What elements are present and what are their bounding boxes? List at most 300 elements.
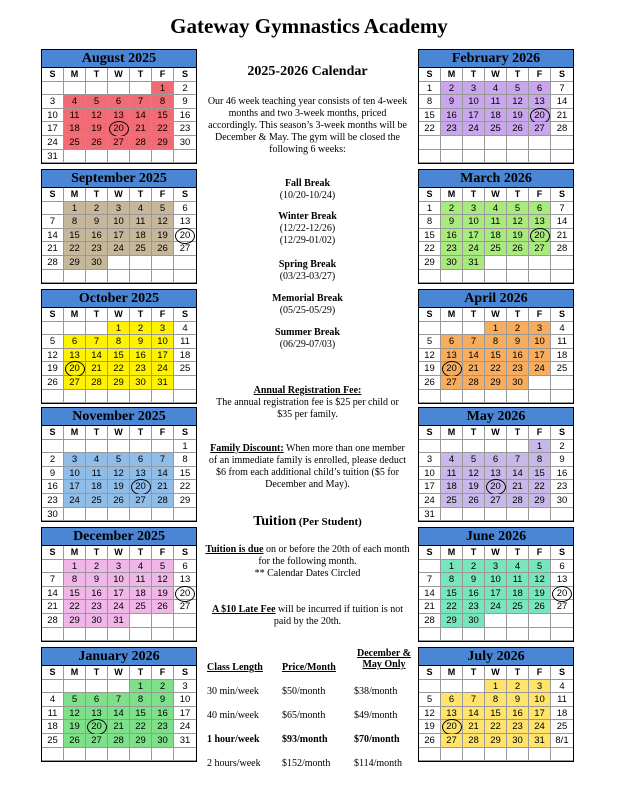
date-cell: 5 bbox=[507, 82, 529, 96]
date-cell: 27 bbox=[174, 600, 196, 614]
date-cell: 30 bbox=[130, 376, 152, 390]
date-cell: 9 bbox=[507, 693, 529, 707]
date-cell: 14 bbox=[130, 109, 152, 123]
date-cell: 28 bbox=[86, 376, 108, 390]
day-header: F bbox=[529, 426, 551, 440]
date-cell: 15 bbox=[529, 467, 551, 481]
date-cell: 19 bbox=[529, 587, 551, 601]
date-cell bbox=[507, 508, 529, 522]
price-table-cell: $70/month bbox=[354, 734, 400, 745]
date-cell: 16 bbox=[441, 109, 463, 123]
date-cell: 25 bbox=[64, 136, 86, 150]
day-header: S bbox=[419, 68, 441, 82]
date-cell: 20 bbox=[174, 229, 196, 243]
date-cell: 28 bbox=[551, 122, 573, 136]
date-cell: 20 bbox=[551, 587, 573, 601]
date-cell: 8 bbox=[64, 215, 86, 229]
date-cell bbox=[152, 508, 174, 522]
date-cell bbox=[419, 680, 441, 694]
date-cell: 14 bbox=[463, 349, 485, 363]
date-cell: 19 bbox=[42, 362, 64, 376]
date-cell: 4 bbox=[485, 202, 507, 216]
day-header: T bbox=[86, 666, 108, 680]
date-cell: 18 bbox=[86, 480, 108, 494]
date-cell: 24 bbox=[108, 600, 130, 614]
date-cell: 21 bbox=[42, 600, 64, 614]
date-cell bbox=[108, 82, 130, 96]
date-cell: 20 bbox=[174, 587, 196, 601]
date-cell: 21 bbox=[507, 480, 529, 494]
day-header: T bbox=[463, 68, 485, 82]
date-cell bbox=[485, 614, 507, 628]
date-cell: 13 bbox=[64, 349, 86, 363]
date-cell bbox=[485, 270, 507, 284]
date-cell bbox=[441, 628, 463, 642]
date-cell: 17 bbox=[529, 349, 551, 363]
date-cell: 11 bbox=[42, 707, 64, 721]
date-cell: 23 bbox=[463, 600, 485, 614]
date-cell bbox=[42, 322, 64, 336]
date-cell bbox=[130, 82, 152, 96]
date-cell: 5 bbox=[152, 202, 174, 216]
date-cell: 17 bbox=[174, 707, 196, 721]
date-cell: 9 bbox=[441, 95, 463, 109]
date-cell: 19 bbox=[507, 109, 529, 123]
date-cell: 8 bbox=[174, 453, 196, 467]
date-cell: 4 bbox=[551, 680, 573, 694]
date-cell: 27 bbox=[441, 376, 463, 390]
month-title: December 2025 bbox=[42, 528, 196, 546]
date-cell bbox=[485, 440, 507, 454]
date-cell: 30 bbox=[42, 508, 64, 522]
date-cell: 1 bbox=[419, 82, 441, 96]
date-cell: 15 bbox=[419, 229, 441, 243]
date-cell: 27 bbox=[529, 242, 551, 256]
date-cell bbox=[152, 390, 174, 404]
date-cell: 7 bbox=[551, 82, 573, 96]
date-cell: 29 bbox=[485, 734, 507, 748]
day-header: S bbox=[419, 546, 441, 560]
date-cell bbox=[507, 256, 529, 270]
date-cell: 5 bbox=[419, 693, 441, 707]
date-cell: 4 bbox=[64, 95, 86, 109]
date-cell bbox=[108, 256, 130, 270]
date-cell: 24 bbox=[174, 720, 196, 734]
date-cell: 3 bbox=[108, 202, 130, 216]
date-cell bbox=[64, 508, 86, 522]
month-title: September 2025 bbox=[42, 170, 196, 188]
date-cell: 6 bbox=[529, 82, 551, 96]
date-cell: 8 bbox=[529, 453, 551, 467]
break-dates: (12/22-12/26) (12/29-01/02) bbox=[279, 223, 336, 246]
discount-text: When more than one member of an immediate family is enrolled, please deduct $6 from each additional child’s tuition ($5 for December and May). bbox=[208, 443, 407, 490]
date-cell: 20 bbox=[485, 480, 507, 494]
date-cell: 6 bbox=[485, 453, 507, 467]
date-cell bbox=[441, 748, 463, 762]
date-cell bbox=[42, 628, 64, 642]
date-cell: 18 bbox=[507, 587, 529, 601]
date-cell bbox=[64, 440, 86, 454]
date-cell bbox=[529, 376, 551, 390]
date-cell: 24 bbox=[152, 362, 174, 376]
date-cell: 17 bbox=[108, 587, 130, 601]
date-cell: 3 bbox=[463, 202, 485, 216]
day-header: T bbox=[130, 68, 152, 82]
date-cell: 9 bbox=[441, 215, 463, 229]
date-cell: 16 bbox=[441, 229, 463, 243]
date-cell: 6 bbox=[174, 560, 196, 574]
date-cell bbox=[64, 322, 86, 336]
day-header: T bbox=[463, 308, 485, 322]
price-table-cell: $114/month bbox=[354, 758, 402, 769]
date-cell: 16 bbox=[174, 109, 196, 123]
date-cell: 11 bbox=[551, 693, 573, 707]
date-cell bbox=[551, 390, 573, 404]
date-cell: 20 bbox=[529, 109, 551, 123]
date-cell: 21 bbox=[419, 600, 441, 614]
date-cell: 1 bbox=[485, 680, 507, 694]
date-cell: 24 bbox=[529, 720, 551, 734]
date-cell: 25 bbox=[130, 242, 152, 256]
date-cell bbox=[485, 508, 507, 522]
date-cell bbox=[419, 136, 441, 150]
date-cell: 25 bbox=[507, 600, 529, 614]
date-cell bbox=[174, 614, 196, 628]
date-cell: 18 bbox=[130, 587, 152, 601]
date-cell: 16 bbox=[130, 349, 152, 363]
date-cell bbox=[86, 508, 108, 522]
date-cell: 13 bbox=[174, 215, 196, 229]
day-header: M bbox=[64, 188, 86, 202]
date-cell: 21 bbox=[463, 362, 485, 376]
date-cell: 23 bbox=[441, 242, 463, 256]
date-cell: 7 bbox=[463, 693, 485, 707]
date-cell bbox=[419, 150, 441, 164]
day-header: F bbox=[529, 546, 551, 560]
break-dates: (03/23-03/27) bbox=[279, 271, 336, 282]
price-table-cell: $38/month bbox=[354, 686, 398, 697]
date-cell: 20 bbox=[86, 720, 108, 734]
date-cell bbox=[463, 628, 485, 642]
day-header: W bbox=[485, 68, 507, 82]
date-cell: 16 bbox=[551, 467, 573, 481]
date-cell: 24 bbox=[463, 242, 485, 256]
month-title: May 2026 bbox=[419, 408, 573, 426]
date-cell: 20 bbox=[441, 720, 463, 734]
day-header: T bbox=[507, 666, 529, 680]
tuition-heading-block bbox=[205, 516, 410, 529]
date-cell: 9 bbox=[463, 573, 485, 587]
date-cell: 25 bbox=[174, 362, 196, 376]
date-cell: 22 bbox=[419, 242, 441, 256]
month-calendar bbox=[418, 49, 574, 164]
date-cell: 23 bbox=[441, 122, 463, 136]
date-cell: 20 bbox=[64, 362, 86, 376]
date-cell: 26 bbox=[529, 600, 551, 614]
day-header: M bbox=[441, 188, 463, 202]
date-cell: 19 bbox=[419, 720, 441, 734]
date-cell bbox=[42, 560, 64, 574]
day-header: M bbox=[64, 308, 86, 322]
day-header: T bbox=[86, 426, 108, 440]
date-cell bbox=[64, 748, 86, 762]
break-name: Spring Break bbox=[278, 259, 337, 270]
date-cell bbox=[130, 614, 152, 628]
date-cell: 3 bbox=[152, 322, 174, 336]
date-cell: 2 bbox=[441, 202, 463, 216]
date-cell: 31 bbox=[463, 256, 485, 270]
month-title: April 2026 bbox=[419, 290, 573, 308]
date-cell: 8 bbox=[441, 573, 463, 587]
date-cell bbox=[174, 508, 196, 522]
day-header: S bbox=[551, 666, 573, 680]
late-fee-heading: A $10 Late Fee bbox=[211, 604, 276, 615]
day-header: W bbox=[485, 666, 507, 680]
date-cell: 13 bbox=[529, 95, 551, 109]
date-cell: 22 bbox=[485, 362, 507, 376]
date-cell bbox=[130, 628, 152, 642]
date-cell: 7 bbox=[86, 335, 108, 349]
date-cell: 26 bbox=[507, 242, 529, 256]
price-table-cell: $65/month bbox=[282, 710, 326, 721]
date-cell: 17 bbox=[42, 122, 64, 136]
day-header: M bbox=[441, 666, 463, 680]
day-header: F bbox=[152, 308, 174, 322]
date-cell bbox=[42, 270, 64, 284]
date-cell: 14 bbox=[42, 229, 64, 243]
date-cell: 18 bbox=[485, 109, 507, 123]
date-cell bbox=[130, 390, 152, 404]
date-cell: 8 bbox=[485, 693, 507, 707]
date-cell: 21 bbox=[152, 480, 174, 494]
date-cell: 28 bbox=[463, 376, 485, 390]
date-cell: 30 bbox=[86, 614, 108, 628]
date-cell: 5 bbox=[86, 95, 108, 109]
day-header: M bbox=[64, 546, 86, 560]
break-item bbox=[205, 327, 410, 351]
date-cell: 29 bbox=[441, 614, 463, 628]
day-header: T bbox=[86, 68, 108, 82]
date-cell: 17 bbox=[485, 587, 507, 601]
date-cell: 22 bbox=[64, 600, 86, 614]
date-cell: 9 bbox=[86, 215, 108, 229]
date-cell bbox=[463, 270, 485, 284]
date-cell: 17 bbox=[152, 349, 174, 363]
date-cell: 1 bbox=[485, 322, 507, 336]
month-calendar bbox=[41, 169, 197, 284]
date-cell: 20 bbox=[130, 480, 152, 494]
price-table-header: December & May Only bbox=[357, 648, 411, 670]
date-cell: 22 bbox=[485, 720, 507, 734]
date-cell bbox=[108, 508, 130, 522]
day-header: T bbox=[507, 68, 529, 82]
date-cell: 10 bbox=[485, 573, 507, 587]
date-cell: 13 bbox=[86, 707, 108, 721]
date-cell: 10 bbox=[108, 573, 130, 587]
date-cell: 6 bbox=[86, 693, 108, 707]
break-item bbox=[205, 178, 410, 202]
day-header: T bbox=[463, 666, 485, 680]
date-cell: 22 bbox=[152, 122, 174, 136]
date-cell: 22 bbox=[130, 720, 152, 734]
day-header: W bbox=[108, 666, 130, 680]
date-cell: 5 bbox=[42, 335, 64, 349]
date-cell: 10 bbox=[419, 467, 441, 481]
date-cell: 1 bbox=[64, 202, 86, 216]
date-cell: 3 bbox=[463, 82, 485, 96]
date-cell: 13 bbox=[130, 467, 152, 481]
date-cell: 6 bbox=[64, 335, 86, 349]
day-header: W bbox=[108, 426, 130, 440]
date-cell: 29 bbox=[529, 494, 551, 508]
date-cell bbox=[108, 748, 130, 762]
day-header: S bbox=[419, 308, 441, 322]
day-header: M bbox=[441, 546, 463, 560]
date-cell: 24 bbox=[419, 494, 441, 508]
date-cell: 23 bbox=[152, 720, 174, 734]
date-cell: 26 bbox=[42, 376, 64, 390]
price-table-cell: 2 hours/week bbox=[207, 758, 261, 769]
date-cell: 23 bbox=[130, 362, 152, 376]
date-cell: 28 bbox=[108, 734, 130, 748]
date-cell: 12 bbox=[507, 95, 529, 109]
date-cell: 22 bbox=[419, 122, 441, 136]
date-cell: 9 bbox=[130, 335, 152, 349]
date-cell bbox=[463, 322, 485, 336]
month-calendar bbox=[41, 289, 197, 404]
date-cell: 14 bbox=[108, 707, 130, 721]
date-cell: 15 bbox=[64, 587, 86, 601]
date-cell: 25 bbox=[42, 734, 64, 748]
date-cell: 8 bbox=[64, 573, 86, 587]
date-cell bbox=[174, 270, 196, 284]
month-title: March 2026 bbox=[419, 170, 573, 188]
date-cell bbox=[174, 628, 196, 642]
date-cell: 25 bbox=[441, 494, 463, 508]
late-fee bbox=[205, 604, 410, 628]
date-cell: 15 bbox=[174, 467, 196, 481]
date-cell: 2 bbox=[507, 322, 529, 336]
day-header: T bbox=[86, 188, 108, 202]
date-cell: 10 bbox=[174, 693, 196, 707]
date-cell: 4 bbox=[441, 453, 463, 467]
date-cell bbox=[64, 82, 86, 96]
date-cell: 18 bbox=[174, 349, 196, 363]
intro-text: Our 46 week teaching year consists of ten 4-week months and two 3-week months, priced accordingly. This season’s 3-week months will be December & May. The gym will be closed the following 6 weeks: bbox=[207, 96, 408, 155]
date-cell: 9 bbox=[507, 335, 529, 349]
date-cell: 2 bbox=[86, 560, 108, 574]
date-cell bbox=[419, 560, 441, 574]
month-calendar bbox=[418, 647, 574, 762]
date-cell: 11 bbox=[130, 573, 152, 587]
date-cell: 10 bbox=[108, 215, 130, 229]
day-header: S bbox=[174, 546, 196, 560]
date-cell: 5 bbox=[463, 453, 485, 467]
break-dates: (05/25-05/29) bbox=[279, 305, 336, 316]
date-cell bbox=[529, 150, 551, 164]
date-cell bbox=[419, 322, 441, 336]
date-cell: 11 bbox=[551, 335, 573, 349]
date-cell: 29 bbox=[174, 494, 196, 508]
date-cell bbox=[86, 390, 108, 404]
month-title: August 2025 bbox=[42, 50, 196, 68]
date-cell bbox=[551, 508, 573, 522]
date-cell: 9 bbox=[152, 693, 174, 707]
date-cell bbox=[485, 136, 507, 150]
date-cell: 31 bbox=[152, 376, 174, 390]
date-cell bbox=[529, 614, 551, 628]
date-cell: 12 bbox=[64, 707, 86, 721]
date-cell: 17 bbox=[108, 229, 130, 243]
date-cell bbox=[152, 256, 174, 270]
date-cell bbox=[441, 322, 463, 336]
date-cell: 1 bbox=[130, 680, 152, 694]
date-cell: 16 bbox=[463, 587, 485, 601]
date-cell: 29 bbox=[130, 734, 152, 748]
date-cell bbox=[108, 440, 130, 454]
date-cell: 30 bbox=[152, 734, 174, 748]
day-header: T bbox=[507, 546, 529, 560]
date-cell bbox=[419, 390, 441, 404]
day-header: T bbox=[130, 546, 152, 560]
date-cell: 5 bbox=[152, 560, 174, 574]
date-cell bbox=[86, 322, 108, 336]
date-cell bbox=[507, 136, 529, 150]
date-cell: 27 bbox=[86, 734, 108, 748]
date-cell: 12 bbox=[529, 573, 551, 587]
date-cell bbox=[463, 150, 485, 164]
month-calendar bbox=[418, 407, 574, 522]
day-header: S bbox=[419, 666, 441, 680]
day-header: T bbox=[130, 188, 152, 202]
day-header: F bbox=[152, 68, 174, 82]
date-cell bbox=[152, 270, 174, 284]
date-cell bbox=[42, 440, 64, 454]
day-header: F bbox=[529, 308, 551, 322]
date-cell: 13 bbox=[174, 573, 196, 587]
date-cell bbox=[441, 508, 463, 522]
day-header: S bbox=[551, 68, 573, 82]
date-cell bbox=[42, 82, 64, 96]
date-cell: 15 bbox=[485, 707, 507, 721]
date-cell: 30 bbox=[441, 256, 463, 270]
day-header: S bbox=[42, 666, 64, 680]
date-cell: 6 bbox=[441, 693, 463, 707]
date-cell: 2 bbox=[174, 82, 196, 96]
day-header: W bbox=[108, 308, 130, 322]
date-cell: 4 bbox=[130, 560, 152, 574]
month-title: February 2026 bbox=[419, 50, 573, 68]
date-cell bbox=[152, 440, 174, 454]
date-cell: 19 bbox=[152, 587, 174, 601]
price-table-cell: 30 min/week bbox=[207, 686, 259, 697]
month-title: January 2026 bbox=[42, 648, 196, 666]
date-cell bbox=[507, 150, 529, 164]
date-cell: 25 bbox=[485, 122, 507, 136]
date-cell: 29 bbox=[64, 256, 86, 270]
date-cell: 16 bbox=[42, 480, 64, 494]
tuition-heading: Tuition bbox=[253, 514, 297, 529]
date-cell: 13 bbox=[108, 109, 130, 123]
date-cell: 23 bbox=[174, 122, 196, 136]
date-cell bbox=[174, 748, 196, 762]
date-cell: 30 bbox=[86, 256, 108, 270]
date-cell: 26 bbox=[152, 242, 174, 256]
date-cell bbox=[507, 270, 529, 284]
day-header: F bbox=[152, 426, 174, 440]
date-cell bbox=[42, 748, 64, 762]
date-cell: 19 bbox=[86, 122, 108, 136]
